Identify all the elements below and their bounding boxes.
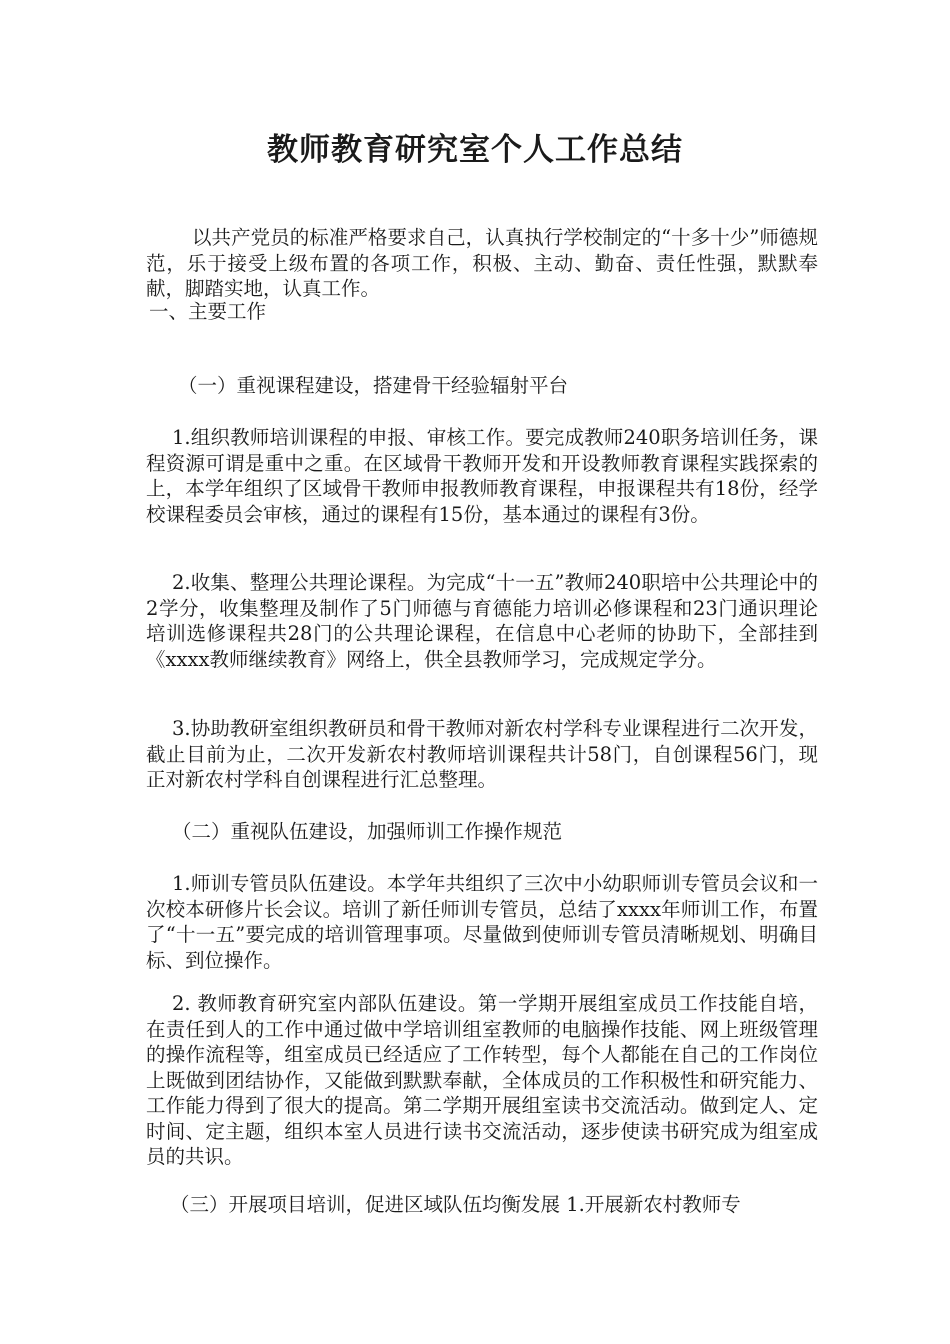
section-2-paragraph-1-block xyxy=(146,871,818,973)
section-2-heading: （二）重视队伍建设，加强师训工作操作规范 xyxy=(172,820,563,843)
section-2-paragraph-2: 2. 教师教育研究室内部队伍建设。第一学期开展组室成员工作技能自培，在责任到人的工作中通过做中学培训组室教师的电脑操作技能、网上班级管理的操作流程等，组室成员已经适应了工作转型，每个人都能在自己的工作岗位上既做到团结协作，又能做到默默奉献，全体成员的工作积极性和研究能力、工作能力得到了很大的提高。第二学期开展组室读书交流活动。做到定人、定时间、定主题，组织本室人员进行读书交流活动，逐步使读书研究成为组室成员的共识。 xyxy=(146,992,818,1168)
section-1-paragraph-2-block xyxy=(146,570,818,672)
main-work-heading: 一、主要工作 xyxy=(149,300,267,323)
section-1-heading: （一）重视课程建设，搭建骨干经验辐射平台 xyxy=(178,374,569,397)
section-3-heading: （三）开展项目培训，促进区域队伍均衡发展 1.开展新农村教师专 xyxy=(170,1193,741,1216)
section-2-paragraph-2-block xyxy=(146,991,818,1170)
document-title: 教师教育研究室个人工作总结 xyxy=(267,132,683,168)
section-1-paragraph-3-block xyxy=(146,716,818,793)
section-1-paragraph-2: 2.收集、整理公共理论课程。为完成“十一五”教师240职培中公共理论中的2学分，收集整理及制作了5门师德与育德能力培训必修课程和23门通识理论培训选修课程共28门的公共理论课程，在信息中心老师的协助下，全部挂到《xxxx教师继续教育》网络上，供全县教师学习，完成规定学分。 xyxy=(146,571,818,671)
section-1-paragraph-1: 1.组织教师培训课程的申报、审核工作。要完成教师240职务培训任务，课程资源可谓是重中之重。在区域骨干教师开发和开设教师教育课程实践探索的上，本学年组织了区域骨干教师申报教师教育课程，申报课程共有18份，经学校课程委员会审核，通过的课程有15份，基本通过的课程有3份。 xyxy=(146,426,818,526)
section-1-heading-block xyxy=(146,373,818,399)
section-1-paragraph-1-block xyxy=(146,425,818,527)
intro-paragraph: 以共产党员的标准严格要求自己，认真执行学校制定的“十多十少”师德规范，乐于接受上级布置的各项工作，积极、主动、勤奋、责任性强，默默奉献，脚踏实地，认真工作。 xyxy=(146,226,818,300)
section-2-paragraph-1: 1.师训专管员队伍建设。本学年共组织了三次中小幼职师训专管员会议和一次校本研修片长会议。培训了新任师训专管员，总结了xxxx年师训工作，布置了“十一五”要完成的培训管理事项。尽量做到使师训专管员清晰规划、明确目标、到位操作。 xyxy=(146,872,818,972)
section-2-heading-block xyxy=(146,819,818,845)
main-heading-block xyxy=(146,299,818,325)
section-1-paragraph-3: 3.协助教研室组织教研员和骨干教师对新农村学科专业课程进行二次开发，截止目前为止，二次开发新农村教师培训课程共计58门，自创课程56门，现正对新农村学科自创课程进行汇总整理。 xyxy=(146,717,818,791)
intro-block xyxy=(146,225,818,302)
section-3-heading-block xyxy=(146,1192,818,1218)
